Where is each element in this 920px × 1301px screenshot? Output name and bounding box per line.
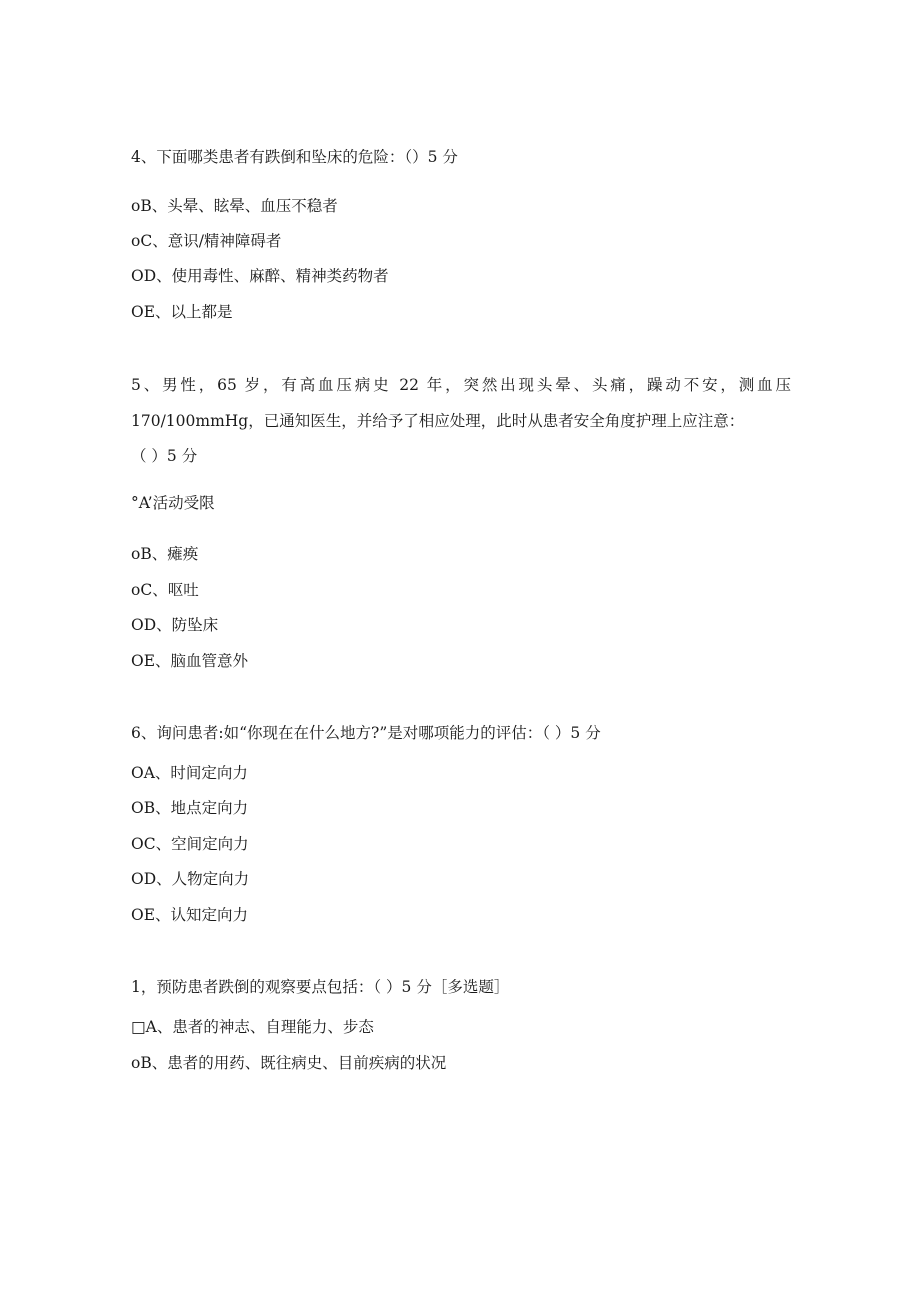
question-5-title-line-3: （ ）5 分	[131, 447, 198, 465]
question-5-option-b[interactable]: oB、瘫痪	[131, 545, 199, 563]
question-6-option-d[interactable]: OD、人物定向力	[131, 870, 250, 888]
question-4-option-b[interactable]: oB、头晕、眩晕、血压不稳者	[131, 197, 338, 215]
question-5-title-line-1: 5、男性，65 岁，有高血压病史 22 年，突然出现头晕、头痛，躁动不安，测血压	[131, 376, 791, 394]
question-6-option-a[interactable]: OA、时间定向力	[131, 764, 248, 782]
question-multi-1-option-b[interactable]: oB、患者的用药、既往病史、目前疾病的状况	[131, 1054, 447, 1072]
question-4-option-e[interactable]: OE、以上都是	[131, 303, 233, 321]
question-5-option-d[interactable]: OD、防坠床	[131, 616, 219, 634]
question-5-title-line-2: 170/100mmHg，已通知医生，并给予了相应处理，此时从患者安全角度护理上应注意：	[131, 412, 745, 430]
question-6-title: 6、询问患者:如“你现在在什么地方?”是对哪项能力的评估：（ ）5 分	[131, 724, 601, 742]
question-4-option-d[interactable]: OD、使用毒性、麻醉、精神类药物者	[131, 267, 389, 285]
question-6-option-e[interactable]: OE、认知定向力	[131, 906, 249, 924]
question-5-option-a[interactable]: °A’活动受限	[131, 494, 215, 512]
question-6-option-c[interactable]: OC、空间定向力	[131, 835, 249, 853]
question-6-option-b[interactable]: OB、地点定向力	[131, 799, 249, 817]
question-4-option-c[interactable]: oC、意识/精神障碍者	[131, 232, 282, 250]
question-5-option-c[interactable]: oC、呕吐	[131, 581, 199, 599]
question-multi-1-title: 1，预防患者跌倒的观察要点包括：（ ）5 分［多选题］	[131, 978, 510, 996]
question-5-option-e[interactable]: OE、脑血管意外	[131, 652, 249, 670]
question-4-title: 4、下面哪类患者有跌倒和坠床的危险：（）5 分	[131, 148, 458, 166]
question-multi-1-option-a[interactable]: □A、患者的神志、自理能力、步态	[131, 1018, 374, 1036]
